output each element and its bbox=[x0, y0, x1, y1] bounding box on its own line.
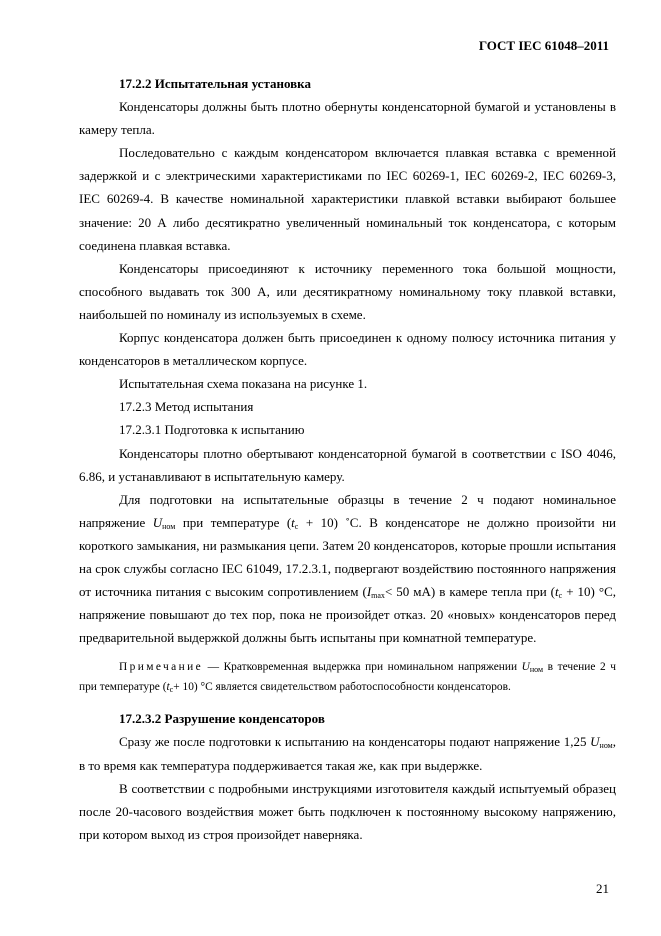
note-label: Примечание bbox=[119, 661, 204, 674]
paragraph: Конденсаторы должны быть плотно обернуты конденсаторной бумагой и установлены в камеру тепла. bbox=[79, 99, 616, 138]
paragraph: Конденсаторы присоединяют к источнику переменного тока большой мощности, способного выдавать ток 300 А, или десятикратному номинальному току плавкой вставки, наибольшей по номиналу из используемых в схеме. bbox=[79, 260, 616, 322]
subsection-heading-destruction: 17.2.3.2 Разрушение конденсаторов bbox=[119, 711, 325, 727]
paragraph: Конденсаторы плотно обертывают конденсаторной бумагой в соответствии с ISO 4046, 6.86, и устанавливают в испытательную камеру. bbox=[79, 445, 616, 484]
section-heading-test-setup: 17.2.2 Испытательная установка bbox=[119, 76, 311, 91]
paragraph: Для подготовки на испытательные образцы в течение 2 ч подают номинальное напряжение $U_{ном}$ при температуре $(t_c + 10)$ ˚С. В конденсаторе не должно произойти ни короткого замыкания, ни размыкания цепи. Затем 20 конденсаторов, которые прошли испытания на срок службы согласно IEC 61049, 17.2.3.1, подвергают воздействию постоянного напряжения от источника питания с высоким сопротивлением ($I_{max}< 50$ мА) в камере тепла при $(t_c + 10)$ °С, напряжение повышают до тех пор, пока не произойдет отказ. 20 «новых» конденсаторов перед предварительной выдержкой должны быть испытаны при комнатной температуре. bbox=[79, 491, 616, 646]
page-content bbox=[79, 72, 616, 846]
paragraph: В соответствии с подробными инструкциями изготовителя каждый испытуемый образец после 20-часового воздействия может быть подключен к постоянному высокому напряжению, при котором выход из строя произойдет наверняка. bbox=[79, 780, 616, 842]
paragraph: Сразу же после подготовки к испытанию на конденсаторы подают напряжение 1,25 $U_{ном}$, в то время как температура поддерживается такая же, как при выдержке. bbox=[79, 734, 616, 773]
section-heading-test-method: 17.2.3 Метод испытания bbox=[119, 399, 254, 415]
note: Примечание — Кратковременная выдержка при номинальном напряжении $U_{ном}$ в течение 2 ч при температуре $(t_c+ 10)$ °С является свидетельством работоспособности конденсаторов. bbox=[79, 661, 616, 695]
page-number: 21 bbox=[596, 881, 609, 896]
paragraph: Испытательная схема показана на рисунке 1. bbox=[119, 376, 368, 392]
paragraph: Корпус конденсатора должен быть присоединен к одному полюсу источника питания у конденсаторов в металлическом корпусе. bbox=[79, 330, 616, 369]
subsection-heading-preparation: 17.2.3.1 Подготовка к испытанию bbox=[119, 422, 305, 438]
paragraph: Последовательно с каждым конденсатором включается плавкая вставка с временной задержкой и с электрическими характеристиками по IEC 60269-1, IEC 60269-2, IEC 60269-3, IEC 60269-4. В качестве номинальной характеристики плавкой вставки выбирают большее значение: 20 А либо десятикратно увеличенный номинальный ток конденсатора, с которым соединена плавкая вставка. bbox=[79, 145, 616, 253]
document-header: ГОСТ IEC 61048–2011 bbox=[478, 38, 609, 53]
